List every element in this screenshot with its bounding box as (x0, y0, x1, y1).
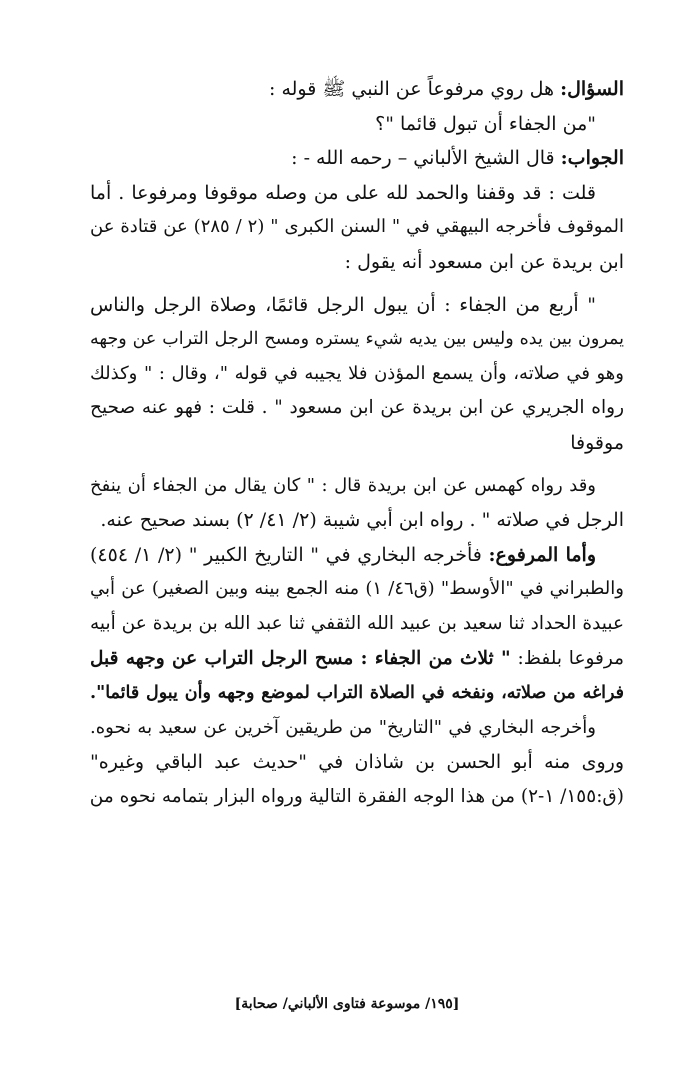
body-line: عبيدة الحداد ثنا سعيد بن عبيد الله الثقفي ثنا عبد الله بن بريدة عن أبيه (90, 612, 624, 634)
hadith-quote: فراغه من صلاته، ونفخه في الصلاة التراب لموضع وجهه وأن يبول قائما". (90, 683, 624, 704)
body-line: الرجل في صلاته " . رواه ابن أبي شيبة (٢/ ٤١/ ٢) بسند صحيح عنه. (100, 509, 624, 532)
body-line: والطبراني في "الأوسط" (ق٤٦/ ١) منه الجمع بينه وبين الصغير) عن أبي (90, 578, 624, 600)
body-line: وقد رواه كهمس عن ابن بريدة قال : " كان يقال من الجفاء أن ينفخ (90, 474, 596, 496)
question-line (90, 72, 624, 107)
text-block (90, 72, 624, 814)
body-line: (ق:١٥٥/ ١-٢) من هذا الوجه الفقرة التالية ورواه البزار بتمامه نحوه من (90, 785, 624, 807)
body-line: يمرون بين يده وليس بين يديه شيء يستره ومسح الرجل التراب عن وجهه (90, 329, 624, 350)
body-line: قلت : قد وقفنا والحمد لله على من وصله موقوفا ومرفوعا . أما (90, 181, 596, 204)
answer-intro: قال الشيخ الألباني – رحمه الله - : (291, 147, 555, 170)
answer-line (90, 141, 624, 176)
marfu-quote-line (90, 642, 624, 677)
answer-label: الجواب: (560, 147, 624, 170)
hadith-quote: " ثلاث من الجفاء : مسح الرجل التراب عن وجهه قبل (90, 647, 511, 669)
marfu-label: وأما المرفوع: (488, 543, 596, 566)
question-label: السؤال: (560, 78, 624, 100)
body-line: موقوفا (570, 431, 624, 454)
body-line: وأخرجه البخاري في "التاريخ" من طريقين آخرين عن سعيد به نحوه. (90, 716, 596, 738)
body-line: " أربع من الجفاء : أن يبول الرجل قائمًا، وصلاة الرجل والناس (90, 293, 596, 316)
body-line: وهو في صلاته، وأن يسمع المؤذن فلا يجيبه في قوله "، وقال : " وكذلك (90, 362, 624, 384)
body-line: رواه الجريري عن ابن بريدة عن ابن مسعود " . قلت : فهو عنه صحيح (90, 397, 624, 419)
question-quote: "من الجفاء أن تبول قائما "؟ (375, 112, 596, 135)
page-footer: [١٩٥/ موسوعة فتاوى الألباني/ صحابة] (234, 996, 460, 1012)
body-line: ابن بريدة عن ابن مسعود أنه يقول : (344, 250, 624, 273)
marfu-first: فأخرجه البخاري في " التاريخ الكبير " (٢/ ١/ ٤٥٤) (90, 543, 482, 566)
body-line: وروى منه أبو الحسن بن شاذان في "حديث عبد الباقي وغيره" (90, 751, 624, 774)
marfu-lead: مرفوعا بلفظ: (517, 647, 624, 669)
marfu-line (90, 538, 624, 573)
question-text: هل روي مرفوعاً عن النبي ﷺ قوله : (269, 78, 555, 100)
body-line: الموقوف فأخرجه البيهقي في " السنن الكبرى " (٢ / ٢٨٥) عن قتادة عن (90, 216, 624, 238)
